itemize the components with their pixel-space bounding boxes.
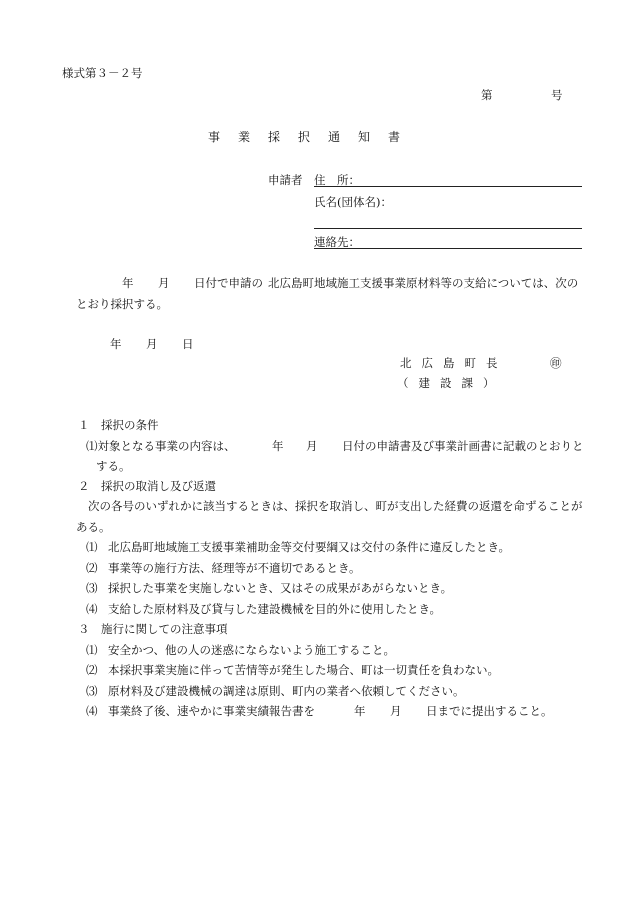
section-1-line2: する。: [96, 459, 131, 473]
doc-number-prefix: 第: [481, 88, 493, 102]
section-2-item-1-num: ⑴: [86, 540, 98, 554]
section-2-item-2-num: ⑵: [86, 561, 98, 575]
issuer-mayor: 北広島町長: [400, 356, 508, 370]
name-underline: [314, 228, 582, 229]
intro-body-line1: 北広島町地域施工支援事業原材料等の支給については、次の: [268, 276, 579, 290]
section-2-body-line1: 次の各号のいずれかに該当するときは、採択を取消し、町が支出した経費の返還を命ずることが: [88, 499, 583, 513]
section-3-item-4-year: 年: [354, 704, 366, 718]
section-2-body-line2: ある。: [76, 520, 111, 534]
date-month: 月: [146, 337, 158, 351]
section-3-item-1-text: 安全かつ、他の人の迷惑にならないよう施工すること。: [108, 643, 396, 657]
applicant-label: 申請者: [268, 173, 303, 187]
form-number: 様式第３－２号: [62, 66, 143, 80]
doc-number-suffix: 号: [551, 88, 563, 102]
name-label: 氏名(団体名)：: [314, 195, 392, 209]
contact-underline: [314, 248, 582, 249]
section-1-line1-a: ⑴対象となる事業の内容は、: [86, 439, 236, 453]
section-1-line1-b: 日付の申請書及び事業計画書に記載のとおりと: [342, 439, 584, 453]
seal-mark: ㊞: [550, 356, 562, 370]
contact-label: 連絡先：: [314, 235, 360, 249]
section-1-year: 年: [272, 439, 284, 453]
section-3-title: ３ 施行に関しての注意事項: [78, 622, 228, 636]
section-3-item-4-tail: 日までに提出すること。: [426, 704, 553, 718]
section-1-title: １ 採択の条件: [78, 418, 159, 432]
date-year: 年: [110, 337, 122, 351]
address-underline: [314, 186, 582, 187]
section-2-item-2-text: 事業等の施行方法、経理等が不適切であるとき。: [108, 561, 361, 575]
section-2-title: ２ 採択の取消し及び返還: [78, 479, 216, 493]
issuer-department: （建設課）: [397, 376, 505, 390]
document-title: 事業採択通知書: [208, 130, 419, 144]
section-2-item-4-text: 支給した原材料及び貸与した建設機械を目的外に使用したとき。: [108, 602, 442, 616]
section-2-item-3-num: ⑶: [86, 581, 98, 595]
section-3-item-2-num: ⑵: [86, 663, 98, 677]
intro-body-line2: とおり採択する。: [76, 297, 168, 311]
section-3-item-1-num: ⑴: [86, 643, 98, 657]
intro-year: 年: [122, 276, 134, 290]
section-3-item-4-text: 事業終了後、速やかに事業実績報告書を: [108, 704, 315, 718]
section-2-item-1-text: 北広島町地域施工支援事業補助金等交付要綱又は交付の条件に違反したとき。: [108, 540, 511, 554]
intro-day-text: 日付で申請の: [194, 276, 263, 290]
section-2-item-4-num: ⑷: [86, 602, 98, 616]
section-3-item-4-num: ⑷: [86, 704, 98, 718]
section-3-item-2-text: 本採択事業実施に伴って苦情等が発生した場合、町は一切責任を負わない。: [108, 663, 499, 677]
address-label: 住 所：: [314, 173, 360, 187]
section-3-item-4-month: 月: [390, 704, 402, 718]
section-2-item-3-text: 採択した事業を実施しないとき、又はその成果があがらないとき。: [108, 581, 453, 595]
section-3-item-3-text: 原材料及び建設機械の調達は原則、町内の業者へ依頼してください。: [108, 684, 465, 698]
date-day: 日: [182, 337, 194, 351]
section-3-item-3-num: ⑶: [86, 684, 98, 698]
section-1-month: 月: [306, 439, 318, 453]
intro-month: 月: [158, 276, 170, 290]
